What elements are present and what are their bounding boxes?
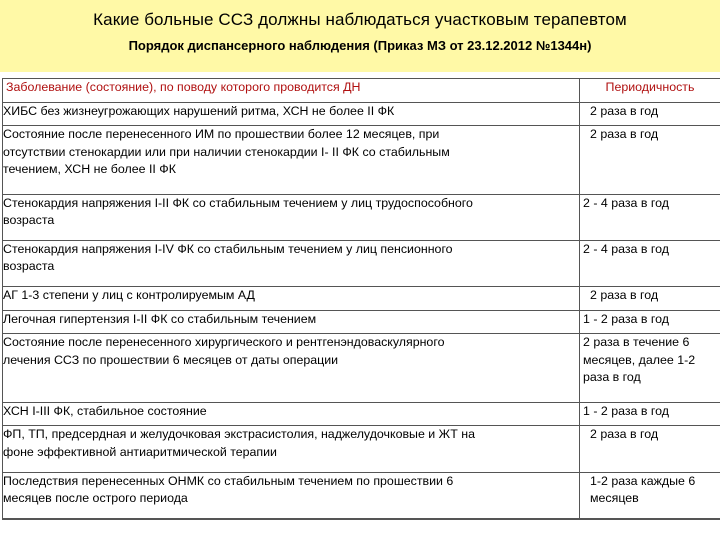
table-header-row <box>3 79 720 103</box>
frequency-cell <box>580 286 720 310</box>
frequency-line: 2 раза в год <box>590 287 659 302</box>
condition-line: течением, ХСН не более II ФК <box>3 162 176 177</box>
table-row <box>3 126 720 194</box>
table-row <box>3 194 720 240</box>
frequency-line: месяцев, далее 1-2 <box>583 352 696 367</box>
frequency-cell <box>580 472 720 518</box>
condition-cell <box>3 194 580 240</box>
filler-cell <box>580 518 720 519</box>
table-row <box>3 426 720 472</box>
frequency-cell <box>580 426 720 472</box>
frequency-cell <box>580 126 720 194</box>
condition-cell <box>3 472 580 518</box>
condition-cell <box>3 286 580 310</box>
condition-cell <box>3 240 580 286</box>
condition-line: АГ 1-3 степени у лиц с контролируемым АД <box>3 287 255 302</box>
slide-header <box>0 0 720 72</box>
table-filler-row <box>3 518 720 519</box>
table-row <box>3 102 720 126</box>
condition-line: ХИБС без жизнеугрожающих нарушений ритма, ХСН не более II ФК <box>3 103 395 118</box>
table-row <box>3 286 720 310</box>
condition-line: фоне эффективной антиаритмической терапии <box>3 444 277 459</box>
frequency-cell <box>580 402 720 426</box>
frequency-line: месяцев <box>590 491 639 506</box>
table-row <box>3 240 720 286</box>
condition-line: возраста <box>3 213 55 228</box>
condition-cell <box>3 334 580 402</box>
frequency-cell <box>580 334 720 402</box>
frequency-cell <box>580 102 720 126</box>
condition-cell <box>3 402 580 426</box>
table-row <box>3 334 720 402</box>
frequency-line: 1 - 2 раза в год <box>583 403 670 418</box>
page-title: Какие больные ССЗ должны наблюдаться участковым терапевтом <box>93 10 627 29</box>
dispensary-table <box>2 78 720 520</box>
frequency-cell <box>580 310 720 334</box>
frequency-line: 2 раза в год <box>590 427 659 442</box>
condition-line: Состояние после перенесенного хирургического и рентгенэндоваскулярного <box>3 335 445 350</box>
frequency-cell <box>580 194 720 240</box>
frequency-line: 2 - 4 раза в год <box>583 241 670 256</box>
frequency-line: 2 раза в год <box>590 103 659 118</box>
condition-cell <box>3 310 580 334</box>
frequency-line: 2 раза в год <box>590 127 659 142</box>
frequency-line: 2 - 4 раза в год <box>583 195 670 210</box>
condition-line: Легочная гипертензия I-II ФК со стабильным течением <box>3 311 317 326</box>
condition-line: ХСН I-III ФК, стабильное состояние <box>3 403 207 418</box>
table-row <box>3 472 720 518</box>
condition-cell <box>3 102 580 126</box>
condition-line: лечения ССЗ по прошествии 6 месяцев от даты операции <box>3 352 339 367</box>
condition-cell <box>3 126 580 194</box>
condition-line: Состояние после перенесенного ИМ по прошествии более 12 месяцев, при <box>3 127 440 142</box>
condition-line: Последствия перенесенных ОНМК со стабильным течением по прошествии 6 <box>3 473 454 488</box>
frequency-line: 2 раза в течение 6 <box>583 335 690 350</box>
condition-line: Стенокардия напряжения I-IV ФК со стабильным течением у лиц пенсионного <box>3 241 453 256</box>
condition-line: Стенокардия напряжения I-II ФК со стабильным течением у лиц трудоспособного <box>3 195 473 210</box>
frequency-line: раза в год <box>583 370 641 385</box>
filler-cell <box>3 518 580 519</box>
page-subtitle: Порядок диспансерного наблюдения (Приказ МЗ от 23.12.2012 №1344н) <box>128 38 592 53</box>
frequency-line: 1 - 2 раза в год <box>583 311 670 326</box>
table-row <box>3 310 720 334</box>
frequency-line: 1-2 раза каждые 6 <box>590 473 696 488</box>
column-header-frequency: Периодичность <box>580 79 720 103</box>
table-row <box>3 402 720 426</box>
condition-line: месяцев после острого периода <box>3 491 188 506</box>
condition-line: ФП, ТП, предсердная и желудочковая экстрасистолия, наджелудочковые и ЖТ на <box>3 427 475 442</box>
condition-line: возраста <box>3 259 55 274</box>
condition-line: отсутствии стенокардии или при наличии стенокардии I- II ФК со стабильным <box>3 144 450 159</box>
condition-cell <box>3 426 580 472</box>
column-header-condition: Заболевание (состояние), по поводу которого проводится ДН <box>3 79 580 103</box>
frequency-cell <box>580 240 720 286</box>
